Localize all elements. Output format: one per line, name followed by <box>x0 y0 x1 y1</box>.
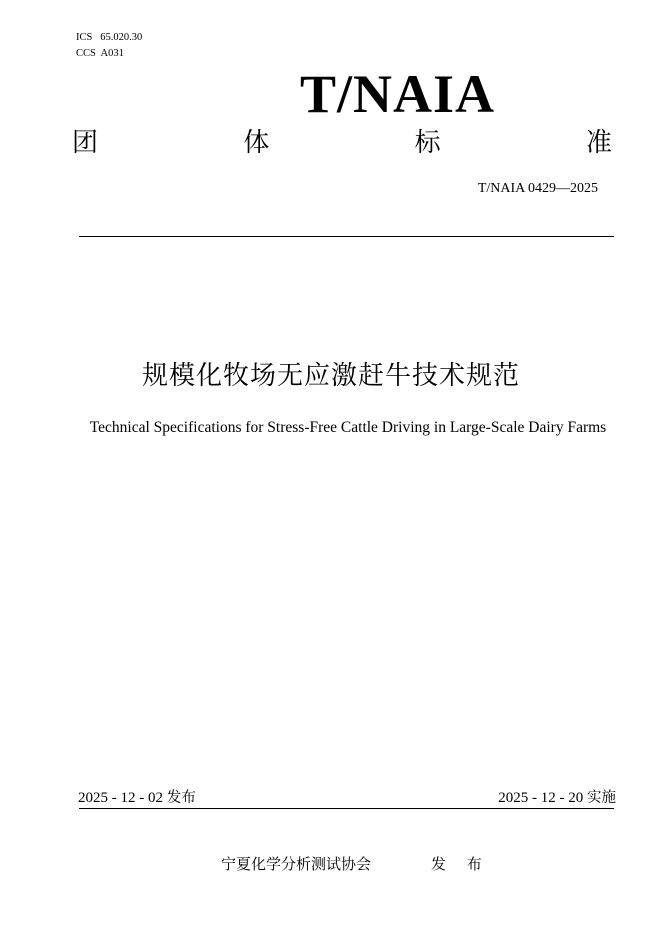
implementation-label: 实施 <box>587 790 616 806</box>
standard-type-char: 体 <box>243 128 270 158</box>
standard-number: T/NAIA 0429—2025 <box>477 181 598 196</box>
standard-type-heading <box>72 126 612 160</box>
implementation-date <box>498 788 616 808</box>
top-divider <box>79 236 614 237</box>
ics-code: ICS 65.020.30 <box>76 32 143 43</box>
standard-type-char: 准 <box>585 128 612 158</box>
bottom-divider <box>79 808 614 809</box>
standard-type-char: 团 <box>72 128 99 158</box>
title-chinese: 规模化牧场无应激赶牛技术规范 <box>141 361 520 391</box>
issue-date <box>78 788 196 808</box>
publisher-name: 宁夏化学分析测试协会 <box>221 855 372 873</box>
ccs-code: CCS A031 <box>76 48 124 59</box>
implementation-date-value: 2025 - 12 - 20 <box>498 790 587 806</box>
issue-label: 发布 <box>166 790 196 806</box>
standard-type-char: 标 <box>414 128 441 158</box>
title-english: Technical Specifications for Stress-Free Cattle Driving in Large-Scale Dairy Farms <box>89 419 607 436</box>
issue-date-value: 2025 - 12 - 02 <box>78 790 167 806</box>
publish-label: 发 布 <box>431 855 490 873</box>
association-logo: T/NAIA <box>300 64 496 124</box>
